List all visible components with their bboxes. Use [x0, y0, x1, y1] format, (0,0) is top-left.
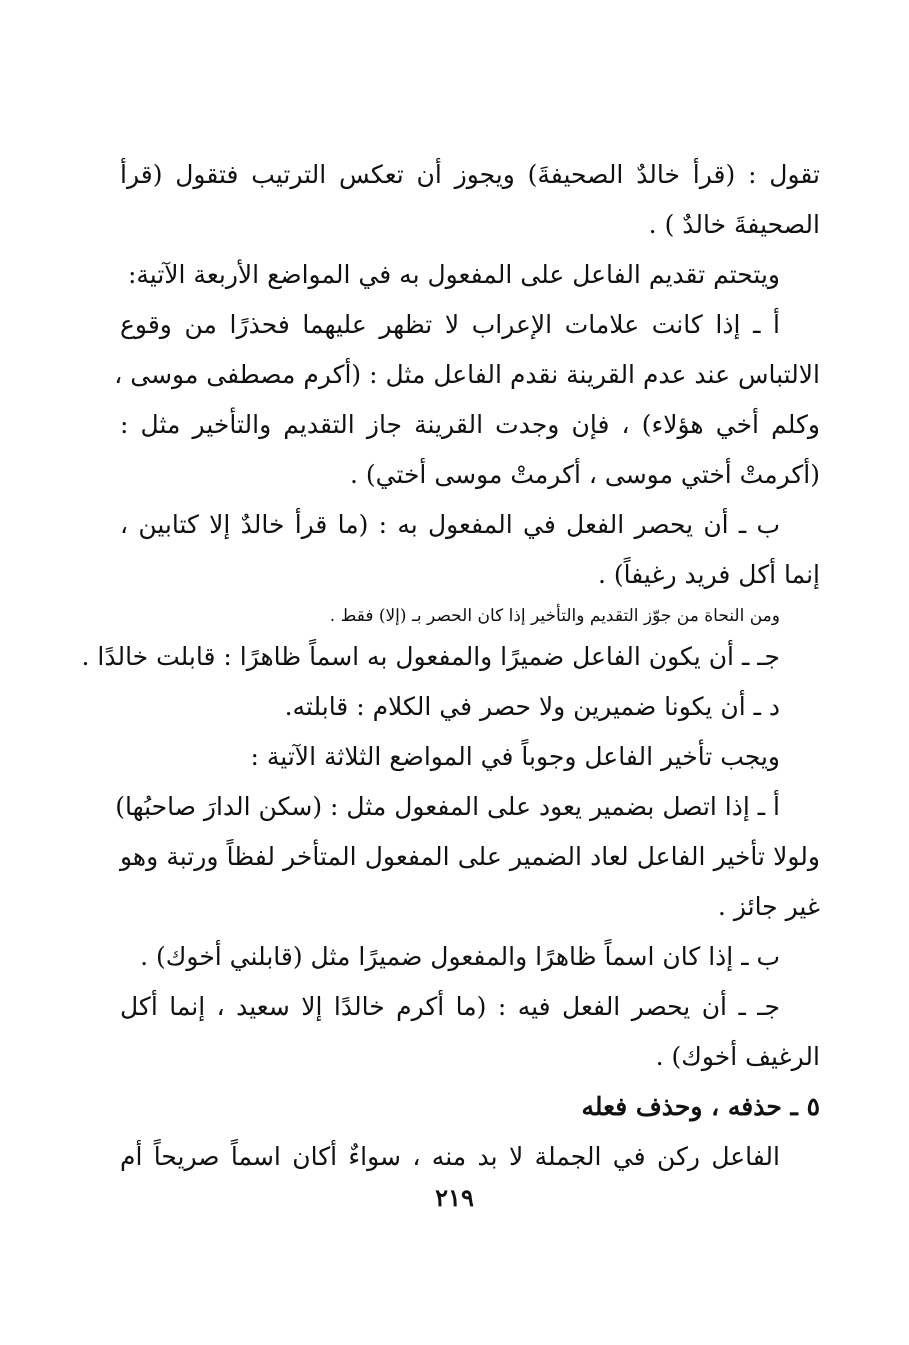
page-body [81, 150, 820, 1182]
text-line: جـ ـ أن يكون الفاعل ضميرًا والمفعول به اسماً ظاهرًا : قابلت خالدًا . [81, 642, 780, 671]
text-line: أ ـ إذا اتصل بضمير يعود على المفعول مثل : (سكن الدارَ صاحبُها) [115, 792, 780, 821]
text-line: ويجب تأخير الفاعل وجوباً في المواضع الثلاثة الآتية : [250, 742, 780, 771]
text-line: أ ـ إذا كانت علامات الإعراب لا تظهر عليهما فحذرًا من وقوع [120, 310, 780, 339]
page-number: ٢١٩ [435, 1183, 474, 1212]
text-line: وكلم أخي هؤلاء) ، فإن وجدت القرينة جاز التقديم والتأخير مثل : [120, 410, 820, 439]
text-line: د ـ أن يكونا ضميرين ولا حصر في الكلام : قابلته. [284, 692, 780, 721]
footnote-line: ومن النحاة من جوّز التقديم والتأخير إذا كان الحصر بـ (إلا) فقط . [329, 606, 780, 626]
text-line: إنما أكل فريد رغيفاً) . [597, 560, 820, 589]
text-line: ب ـ أن يحصر الفعل في المفعول به : (ما قرأ خالدٌ إلا كتابين ، [120, 510, 780, 539]
text-line: ب ـ إذا كان اسماً ظاهرًا والمفعول ضميرًا مثل (قابلني أخوك) . [140, 942, 780, 971]
text-line: غير جائز . [717, 892, 820, 921]
text-line: الفاعل ركن في الجملة لا بد منه ، سواءٌ أكان اسماً صريحاً أم [120, 1142, 780, 1171]
text-line: الرغيف أخوك) . [655, 1042, 820, 1071]
text-line: الالتباس عند عدم القرينة نقدم الفاعل مثل : (أكرم مصطفى موسى ، [114, 360, 820, 389]
section-heading: ٥ ـ حذفه ، وحذف فعله [581, 1092, 820, 1121]
text-line: تقول : (قرأ خالدٌ الصحيفةَ) ويجوز أن تعكس الترتيب فتقول (قرأ [120, 160, 820, 189]
text-line: ويتحتم تقديم الفاعل على المفعول به في المواضع الأربعة الآتية: [127, 260, 780, 289]
text-line: الصحيفةَ خالدٌ ) . [648, 210, 820, 239]
text-line: جـ ـ أن يحصر الفعل فيه : (ما أكرم خالدًا إلا سعيد ، إنما أكل [120, 992, 780, 1021]
text-line: ولولا تأخير الفاعل لعاد الضمير على المفعول المتأخر لفظاً ورتبة وهو [120, 842, 820, 871]
text-line: (أكرمتْ أختي موسى ، أكرمتْ موسى أختي) . [349, 460, 820, 489]
